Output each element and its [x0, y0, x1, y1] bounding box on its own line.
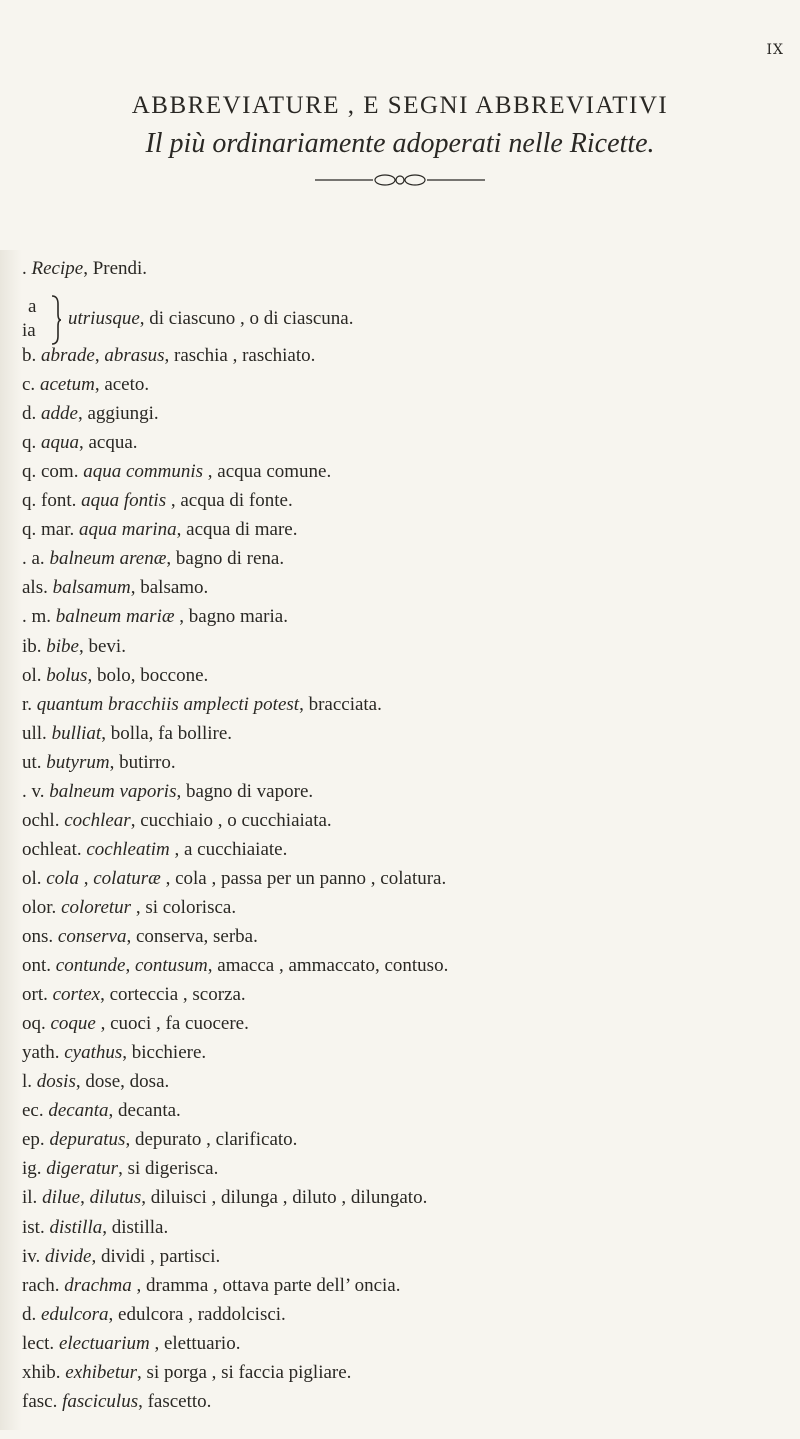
entry-italian: , Prendi. — [83, 258, 148, 279]
entry-abbreviation: ec. — [22, 1100, 49, 1122]
entry-abbreviation: ib. — [22, 635, 47, 657]
entry-latin: Recipe — [31, 258, 84, 279]
brace-latin: utriusque — [68, 308, 140, 329]
list-item — [22, 518, 297, 542]
entry-latin: bibe — [46, 635, 79, 657]
entry-italian: , acqua. — [79, 432, 138, 454]
entry-abbreviation: lect. — [22, 1332, 59, 1354]
entry-abbreviation: d. — [22, 403, 41, 425]
entry-italian: , dramma , ottava parte dell’ oncia. — [131, 1274, 401, 1296]
entry-italian: , corteccia , scorza. — [100, 984, 246, 1006]
entry-italian: , fascetto. — [138, 1390, 212, 1412]
list-item — [22, 1361, 351, 1385]
ornament-rule-icon — [315, 172, 485, 188]
entry-italian: , — [80, 1187, 90, 1209]
entry-italian: , bevi. — [79, 635, 126, 657]
page-subtitle: Il più ordinariamente adoperati nelle Ricette. — [145, 128, 655, 159]
entry-italian: , — [125, 955, 135, 977]
entry-italian: , conserva, serba. — [126, 926, 258, 947]
entry-latin: aqua communis — [83, 461, 204, 483]
entry-latin: electuarium — [58, 1332, 150, 1354]
entry-italian: , cuoci , fa cuocere. — [95, 1013, 249, 1035]
list-item — [22, 431, 138, 455]
list-item — [22, 489, 293, 513]
entry-abbreviation: yath. — [22, 1042, 65, 1064]
list-item — [22, 983, 246, 1007]
brace-abbr-bottom: ia — [22, 320, 36, 341]
entry-abbreviation: ol. — [22, 664, 47, 686]
entry-abbreviation: c. — [22, 374, 40, 396]
entry-latin: fasciculus — [62, 1390, 139, 1412]
list-item — [22, 344, 315, 368]
entry-latin: drachma — [64, 1274, 132, 1296]
entry-italian: , bagno di rena. — [166, 548, 285, 570]
list-item — [22, 1070, 169, 1094]
entry-latin: quantum bracchiis amplecti potest — [36, 693, 300, 715]
entry-italian: , aceto. — [94, 374, 150, 396]
list-item — [22, 1216, 168, 1240]
entry-latin: balsamum — [52, 577, 131, 599]
page-gutter-shadow — [0, 250, 22, 1430]
entry-abbreviation: il. — [22, 1187, 43, 1209]
entry-latin-secondary: contusum — [134, 955, 208, 977]
entry-italian: , aggiungi. — [77, 403, 159, 425]
list-item — [22, 896, 236, 920]
entry-italian: , si porga , si faccia pigliare. — [137, 1361, 352, 1383]
entry-italian: , acqua comune. — [203, 461, 332, 483]
entry-italian: , butirro. — [109, 751, 176, 773]
entry-abbreviation: ons. — [22, 926, 58, 947]
entry-abbreviation: . a. — [22, 548, 50, 570]
entry-abbreviation: ep. — [22, 1129, 50, 1151]
entry-italian: , bagno di vapore. — [176, 780, 314, 802]
list-item — [22, 1157, 218, 1181]
entry-italian: , a cucchiaiate. — [169, 838, 288, 860]
entry-latin: balneum arenæ — [49, 548, 167, 570]
list-item — [22, 780, 313, 804]
entry-abbreviation: . m. — [22, 606, 56, 628]
entry-abbreviation: ull. — [22, 722, 52, 744]
entry-abbreviation: ig. — [22, 1158, 47, 1180]
list-item — [22, 867, 446, 891]
entry-latin: bolus — [46, 664, 88, 686]
entry-latin: abrade — [41, 345, 95, 366]
list-item — [22, 954, 448, 978]
entry-italian: , decanta. — [108, 1100, 181, 1122]
list-item — [22, 576, 208, 600]
list-item — [22, 1274, 400, 1298]
entry-latin: aqua marina — [79, 519, 177, 541]
entry-latin: dosis — [36, 1071, 76, 1093]
entry-abbreviation: l. — [22, 1071, 37, 1093]
list-item — [22, 1332, 240, 1356]
entry-abbreviation: oq. — [22, 1013, 51, 1035]
page-number: IX — [766, 42, 784, 58]
entry-abbreviation: fasc. — [22, 1390, 63, 1412]
entry-italian: , bicchiere. — [122, 1042, 207, 1064]
entry-latin-secondary: dilutus — [89, 1187, 142, 1209]
entry-italian: , si digerisca. — [118, 1158, 219, 1180]
entry-abbreviation: xhib. — [22, 1361, 66, 1383]
entry-italian: , bolla, fa bollire. — [101, 722, 233, 744]
list-item — [22, 460, 331, 484]
list-item — [22, 373, 149, 397]
entry-italian-secondary: , cola , passa per un panno , colatura. — [160, 867, 447, 889]
entry-latin: acetum — [39, 374, 95, 396]
entry-abbreviation: ort. — [22, 984, 53, 1006]
entry-abbreviation: q. com. — [22, 461, 84, 483]
entry-latin: edulcora — [41, 1303, 109, 1325]
list-item — [22, 751, 176, 775]
entry-italian-secondary: , diluisci , dilunga , diluto , dilungato. — [141, 1187, 428, 1209]
entry-latin: cochleatim — [86, 838, 170, 860]
list-item — [22, 605, 288, 629]
list-item — [22, 1041, 206, 1065]
entry-abbreviation: rach. — [22, 1274, 65, 1296]
entry-latin: coloretur — [61, 896, 132, 918]
entry-latin: aqua — [41, 432, 79, 454]
entry-latin: cola — [46, 867, 79, 889]
entry-italian: , dividi , partisci. — [91, 1245, 221, 1267]
entry-italian: , cucchiaio , o cucchiaiata. — [130, 809, 332, 831]
list-item — [22, 1245, 220, 1269]
entry-latin: decanta — [48, 1100, 109, 1122]
entry-latin: balneum vaporis — [49, 780, 177, 802]
entry-latin: contunde — [55, 955, 126, 977]
brace-abbr-top: a — [28, 296, 37, 317]
entry-italian: , depurato , clarificato. — [125, 1129, 298, 1151]
entry-italian: , distilla. — [102, 1216, 169, 1238]
list-item — [22, 257, 147, 281]
entry-abbreviation: q. — [22, 432, 41, 454]
entry-latin: balneum mariæ — [55, 606, 175, 628]
entry-italian: , — [79, 867, 94, 889]
entry-abbreviation: r. — [22, 693, 37, 715]
entry-abbreviation: b. — [22, 345, 41, 366]
entry-abbreviation: ist. — [22, 1216, 50, 1238]
entry-italian: , acqua di mare. — [176, 519, 298, 541]
entry-latin: butyrum — [46, 751, 110, 773]
entry-italian-secondary: , amacca , ammaccato, contuso. — [207, 955, 449, 977]
list-item — [22, 693, 382, 717]
entry-italian-secondary: , raschia , raschiato. — [164, 345, 316, 366]
entry-abbreviation: d. — [22, 1303, 41, 1325]
entry-abbreviation: ol. — [22, 867, 47, 889]
list-item — [22, 1099, 181, 1123]
entry-latin-secondary: abrasus — [104, 345, 165, 366]
entry-abbreviation: . — [22, 258, 32, 279]
ornament-divider — [0, 172, 800, 192]
list-item — [22, 1186, 427, 1210]
entry-latin-secondary: colaturæ — [93, 867, 161, 889]
entry-italian: , bracciata. — [299, 693, 382, 715]
list-item — [22, 635, 126, 659]
entry-italian: , si colorisca. — [131, 896, 237, 918]
list-item — [22, 925, 258, 949]
entry-italian: , edulcora , raddolcisci. — [108, 1303, 286, 1325]
entry-italian: , dose, dosa. — [75, 1071, 170, 1093]
entry-italian: , — [94, 345, 105, 366]
list-item — [22, 722, 232, 746]
entry-abbreviation: als. — [22, 577, 53, 599]
list-item — [22, 1303, 286, 1327]
entry-latin: depuratus — [49, 1129, 126, 1151]
list-item — [22, 402, 159, 426]
brace-italian: , di ciascuno , o di ciascuna. — [139, 308, 354, 329]
list-item — [22, 664, 208, 688]
entry-latin: divide — [45, 1245, 92, 1267]
entry-latin: cortex — [52, 984, 101, 1006]
entry-latin: aqua fontis — [81, 490, 167, 512]
entry-latin: digeratur — [46, 1158, 119, 1180]
entry-abbreviation: iv. — [22, 1245, 46, 1267]
list-item — [22, 1128, 297, 1152]
entry-italian: , acqua di fonte. — [166, 490, 293, 512]
entry-abbreviation: olor. — [22, 896, 62, 918]
entry-italian: , bolo, boccone. — [87, 664, 209, 686]
entry-abbreviation: q. mar. — [22, 519, 79, 541]
list-item — [22, 838, 287, 862]
entry-latin: cyathus — [64, 1042, 123, 1064]
entry-latin: bulliat — [51, 722, 102, 744]
entry-latin: dilue — [42, 1187, 81, 1209]
brace-definition — [68, 308, 353, 330]
entry-italian: , elettuario. — [149, 1332, 241, 1354]
list-item — [22, 547, 284, 571]
list-item — [22, 809, 332, 833]
list-item — [22, 1012, 249, 1036]
entry-abbreviation: q. font. — [22, 490, 82, 512]
entry-abbreviation: ut. — [22, 751, 47, 773]
entry-abbreviation: . v. — [22, 780, 50, 802]
list-item — [22, 1390, 211, 1414]
page-title: ABBREVIATURE , E SEGNI ABBREVIATIVI — [131, 92, 669, 119]
curly-brace-icon — [50, 294, 62, 346]
entry-abbreviation: ochleat. — [22, 838, 87, 860]
entry-latin: exhibetur — [65, 1361, 138, 1383]
entry-italian: , balsamo. — [130, 577, 209, 599]
entry-latin: cochlear — [64, 809, 131, 831]
entry-latin: adde — [41, 403, 78, 425]
entry-abbreviation: ochl. — [22, 809, 65, 831]
entry-latin: coque — [50, 1013, 96, 1035]
entry-latin: distilla — [49, 1216, 103, 1238]
entry-latin: conserva — [57, 926, 127, 947]
entry-abbreviation: ont. — [22, 955, 56, 977]
entry-italian: , bagno maria. — [174, 606, 288, 628]
